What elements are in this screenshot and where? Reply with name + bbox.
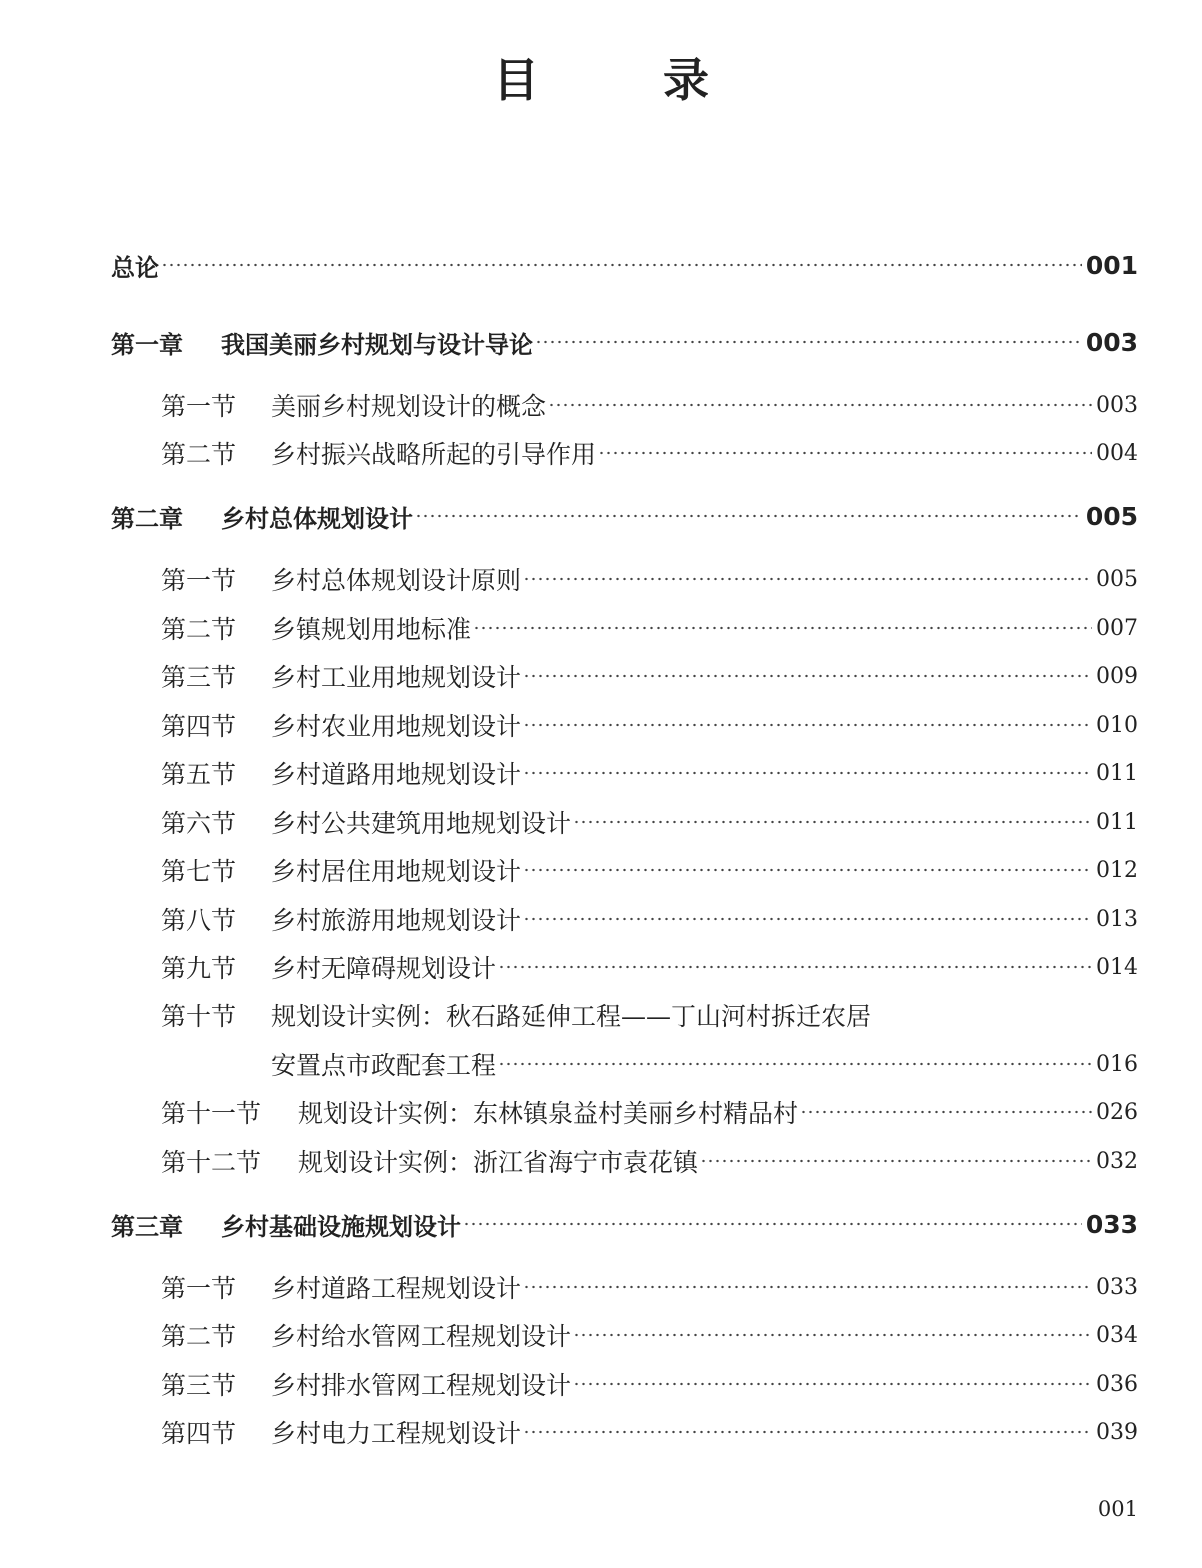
toc-label: 第一章 [111, 330, 183, 359]
toc-page: 032 [1096, 1148, 1138, 1174]
toc-title: 乡村电力工程规划设计 [271, 1419, 522, 1448]
toc-title: 安置点市政配套工程 [271, 1051, 497, 1080]
toc-chapter-2[interactable] [0, 496, 1202, 536]
toc-section-2-7[interactable] [0, 850, 1202, 890]
toc-label: 第七节 [161, 857, 237, 886]
dot-leader [463, 1222, 1082, 1226]
toc-title: 乡村基础设施规划设计 [221, 1212, 461, 1241]
toc-section-3-3[interactable] [0, 1364, 1202, 1404]
toc-page: 010 [1096, 712, 1138, 738]
toc-page: 013 [1096, 906, 1138, 932]
toc-label: 第五节 [161, 760, 237, 789]
dot-leader [473, 626, 1092, 630]
toc-section-2-6[interactable] [0, 802, 1202, 842]
toc-section-2-12[interactable] [0, 1141, 1202, 1181]
toc-title: 乡村排水管网工程规划设计 [271, 1371, 572, 1400]
toc-label: 第六节 [161, 809, 237, 838]
toc-section-2-4[interactable] [0, 705, 1202, 745]
dot-leader [535, 340, 1082, 344]
toc-section-2-3[interactable] [0, 656, 1202, 696]
dot-leader [523, 1285, 1092, 1289]
toc-label: 第二节 [161, 1322, 237, 1351]
toc-title: 乡村总体规划设计 [221, 504, 413, 533]
toc-section-3-1[interactable] [0, 1267, 1202, 1307]
dot-leader [523, 771, 1092, 775]
dot-leader [498, 965, 1092, 969]
toc-title: 美丽乡村规划设计的概念 [271, 392, 547, 421]
toc-section-2-2[interactable] [0, 608, 1202, 648]
toc-label: 第九节 [161, 954, 237, 983]
toc-section-3-4[interactable] [0, 1412, 1202, 1452]
toc-label: 第二节 [161, 615, 237, 644]
toc-title: 规划设计实例：浙江省海宁市袁花镇 [298, 1148, 699, 1177]
dot-leader [598, 451, 1092, 455]
toc-page: 012 [1096, 857, 1138, 883]
toc-page: 016 [1096, 1051, 1138, 1077]
toc-page: 009 [1096, 663, 1138, 689]
toc-page: 033 [1096, 1274, 1138, 1300]
toc-label: 第一节 [161, 566, 237, 595]
toc-chapter-3[interactable] [0, 1204, 1202, 1244]
toc-title: 乡村给水管网工程规划设计 [271, 1322, 572, 1351]
toc-page: 011 [1096, 760, 1138, 786]
toc-label: 第一节 [161, 392, 237, 421]
dot-leader [523, 723, 1092, 727]
dot-leader [523, 917, 1092, 921]
toc-page: 003 [1085, 327, 1138, 357]
dot-leader [573, 1382, 1092, 1386]
toc-entry-intro[interactable] [0, 245, 1202, 285]
toc-label: 第二章 [111, 504, 183, 533]
toc-page: 014 [1096, 954, 1138, 980]
dot-leader [523, 674, 1092, 678]
toc-page: 007 [1096, 615, 1138, 641]
toc-section-1-1[interactable] [0, 385, 1202, 425]
toc-title: 乡村道路工程规划设计 [271, 1274, 522, 1303]
toc-section-1-2[interactable] [0, 433, 1202, 473]
toc-label: 第十二节 [161, 1148, 262, 1177]
toc-page: 033 [1085, 1209, 1138, 1239]
dot-leader [573, 820, 1092, 824]
toc-label: 第十节 [161, 1002, 237, 1031]
dot-leader [161, 263, 1082, 267]
toc-title: 乡村无障碍规划设计 [271, 954, 497, 983]
toc-title: 乡村居住用地规划设计 [271, 857, 522, 886]
toc-title: 乡村总体规划设计原则 [271, 566, 522, 595]
page-title: 目 录 [492, 53, 763, 107]
toc-page: 039 [1096, 1419, 1138, 1445]
toc-title: 我国美丽乡村规划与设计导论 [221, 330, 533, 359]
toc-page: 034 [1096, 1322, 1138, 1348]
dot-leader [523, 577, 1092, 581]
dot-leader [700, 1159, 1092, 1163]
toc-section-2-5[interactable] [0, 753, 1202, 793]
toc-title: 乡村公共建筑用地规划设计 [271, 809, 572, 838]
toc-page: 011 [1096, 809, 1138, 835]
toc-page: 001 [1085, 250, 1138, 280]
toc-title: 乡村振兴战略所起的引导作用 [271, 440, 597, 469]
toc-page: 036 [1096, 1371, 1138, 1397]
toc-title: 总论 [111, 253, 159, 282]
dot-leader [523, 1430, 1092, 1434]
toc-label: 第三节 [161, 663, 237, 692]
dot-leader [573, 1333, 1092, 1337]
toc-page: 003 [1096, 392, 1138, 418]
toc-label: 第四节 [161, 1419, 237, 1448]
toc-title: 乡村农业用地规划设计 [271, 712, 522, 741]
toc-section-3-2[interactable] [0, 1315, 1202, 1355]
toc-label: 第四节 [161, 712, 237, 741]
toc-label: 第十一节 [161, 1099, 262, 1128]
toc-section-2-9[interactable] [0, 947, 1202, 987]
dot-leader [548, 403, 1092, 407]
toc-section-2-8[interactable] [0, 899, 1202, 939]
toc-section-2-1[interactable] [0, 559, 1202, 599]
page-number: 001 [1097, 1497, 1138, 1521]
toc-label: 第三章 [111, 1212, 183, 1241]
dot-leader [415, 514, 1082, 518]
toc-label: 第二节 [161, 440, 237, 469]
toc-chapter-1[interactable] [0, 322, 1202, 362]
toc-section-2-10-continuation[interactable] [0, 1044, 1202, 1084]
dot-leader [800, 1110, 1092, 1114]
toc-section-2-11[interactable] [0, 1092, 1202, 1132]
toc-title: 乡村道路用地规划设计 [271, 760, 522, 789]
toc-page: 026 [1096, 1099, 1138, 1125]
toc-page: 005 [1085, 501, 1138, 531]
toc-section-2-10[interactable] [0, 995, 1202, 1035]
toc-title: 乡镇规划用地标准 [271, 615, 472, 644]
toc-title: 规划设计实例：秋石路延伸工程——丁山河村拆迁农居 [271, 1002, 872, 1031]
toc-label: 第三节 [161, 1371, 237, 1400]
toc-title: 乡村工业用地规划设计 [271, 663, 522, 692]
toc-page: 004 [1096, 440, 1138, 466]
dot-leader [523, 868, 1092, 872]
toc-label: 第八节 [161, 906, 237, 935]
toc-title: 规划设计实例：东林镇泉益村美丽乡村精品村 [298, 1099, 799, 1128]
dot-leader [498, 1062, 1092, 1066]
toc-page: 005 [1096, 566, 1138, 592]
toc-title: 乡村旅游用地规划设计 [271, 906, 522, 935]
toc-label: 第一节 [161, 1274, 237, 1303]
